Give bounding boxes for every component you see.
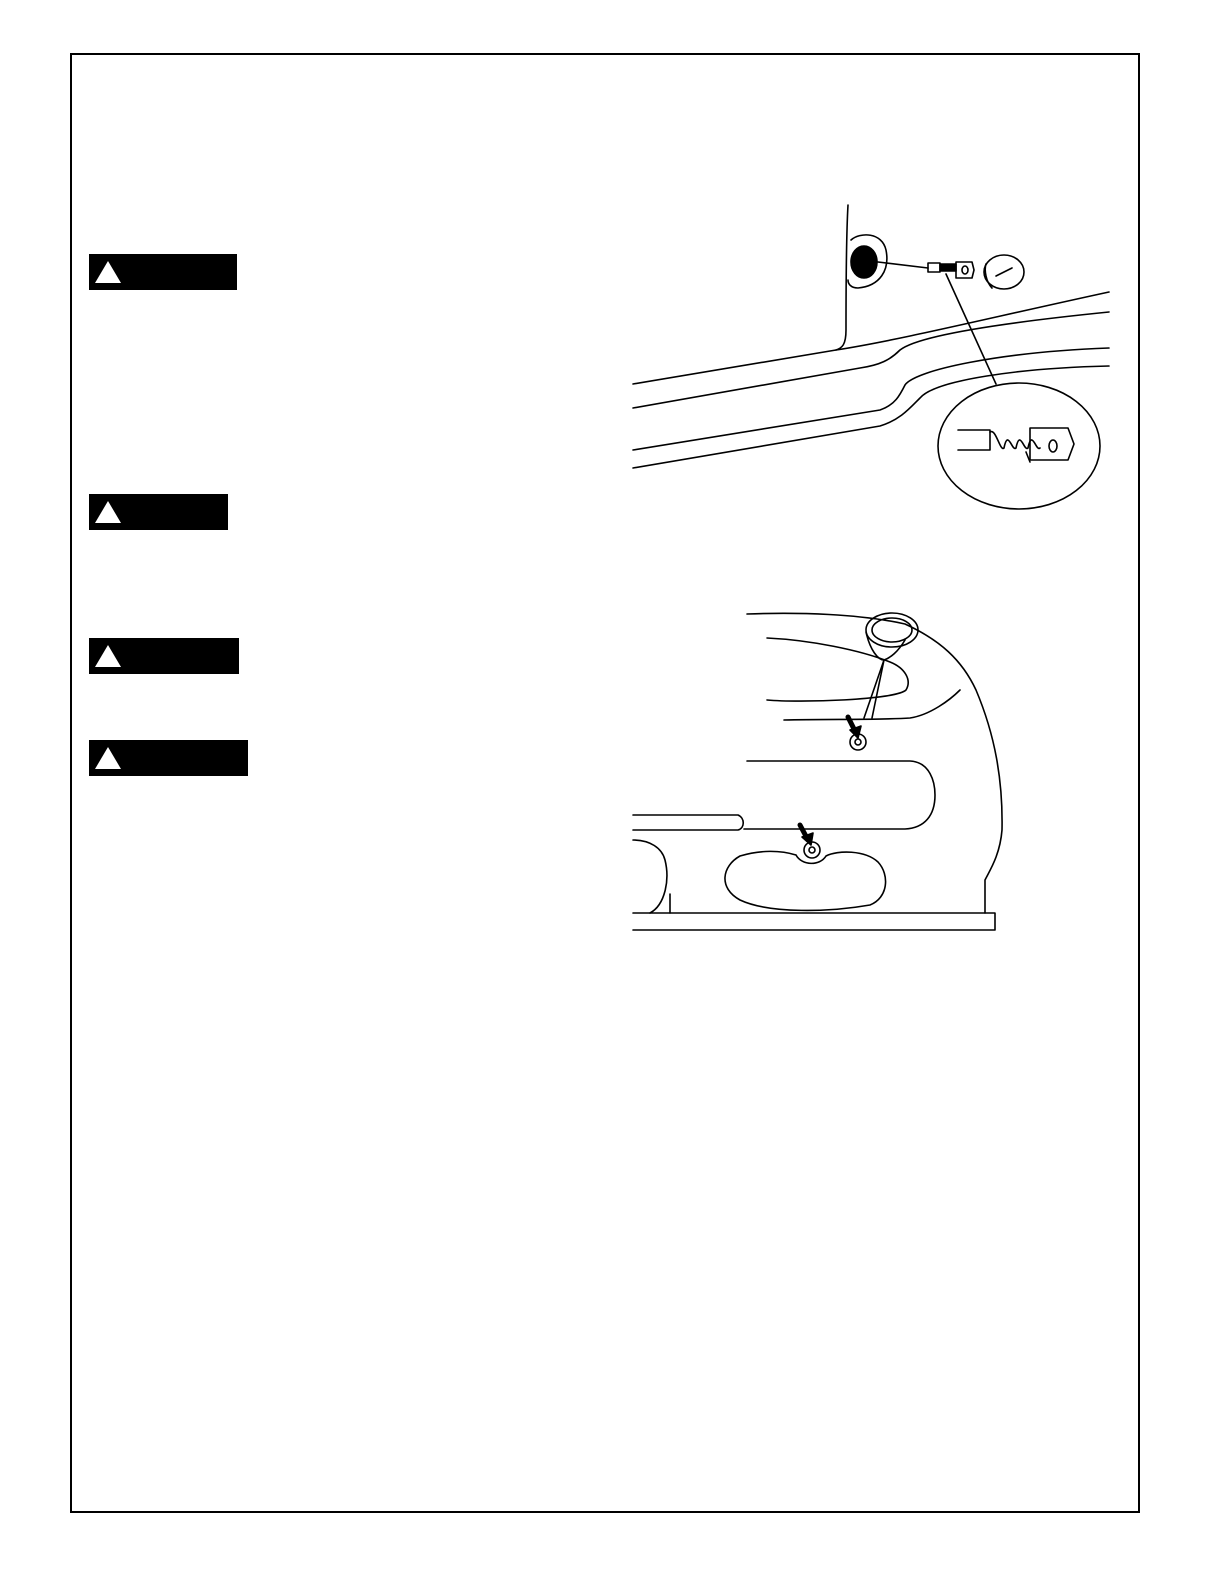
lubrication-point-icon bbox=[804, 842, 820, 858]
